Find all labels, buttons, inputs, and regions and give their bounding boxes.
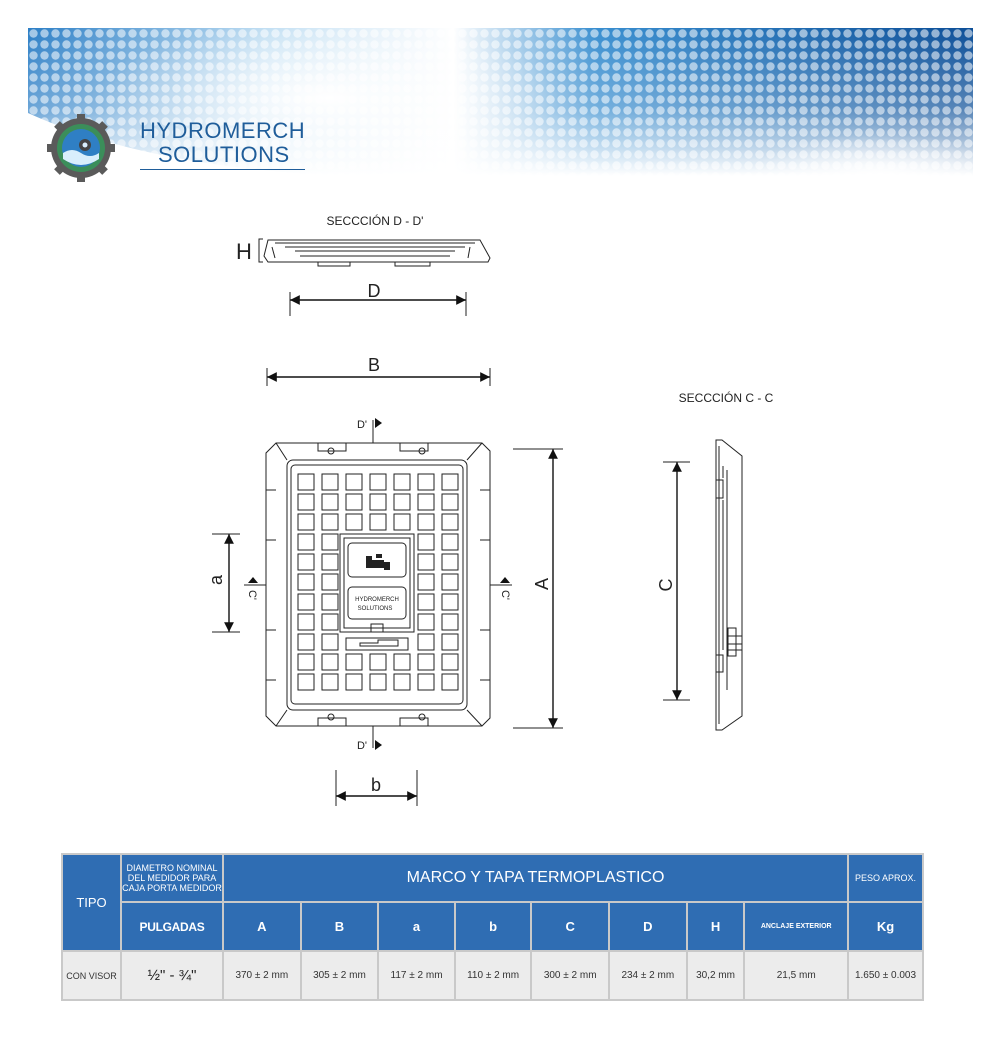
section-dd-title: SECCCIÓN D - D' — [326, 214, 424, 228]
col-D: D — [610, 903, 686, 950]
col-pulgadas: PULGADAS — [122, 903, 222, 950]
dim-B-label: B — [367, 355, 381, 375]
gear-water-drop-icon — [46, 113, 116, 183]
col-A: A — [224, 903, 300, 950]
dim-C-label: C — [656, 578, 676, 592]
cut-D-top: D' — [356, 419, 367, 431]
box-plan-view — [266, 443, 490, 726]
weight-header: PESO APROX. — [849, 855, 922, 901]
col-B: B — [302, 903, 378, 950]
dim-H-bracket — [259, 239, 263, 262]
faucet-icon — [366, 554, 390, 570]
cell-anclaje: 21,5 mm — [745, 952, 847, 999]
section-cc-title: SECCCIÓN C - C — [678, 391, 774, 405]
dim-b-label: b — [370, 775, 382, 795]
col-a: a — [379, 903, 454, 950]
brand-line2: SOLUTIONS — [158, 142, 290, 167]
main-title-header: MARCO Y TAPA TERMOPLASTICO — [224, 855, 847, 901]
cell-D: 234 ± 2 mm — [610, 952, 686, 999]
dim-a-label: a — [206, 574, 226, 586]
technical-drawing — [0, 195, 1000, 835]
diameter-header: DIAMETRO NOMINAL DEL MEDIDOR PARA CAJA PORTA MEDIDOR — [122, 855, 222, 901]
cell-kg: 1.650 ± 0.003 — [849, 952, 922, 999]
lid-grid — [298, 474, 458, 690]
cell-B: 305 ± 2 mm — [302, 952, 378, 999]
cell-C: 300 ± 2 mm — [532, 952, 608, 999]
lid-brand-line1: HYDROMERCH — [355, 597, 399, 603]
cell-a: 117 ± 2 mm — [379, 952, 454, 999]
dim-D-label: D — [367, 281, 381, 301]
brand-line1: HYDROMERCH — [140, 118, 306, 143]
cell-b: 110 ± 2 mm — [456, 952, 531, 999]
cut-C-left: C' — [246, 589, 258, 601]
spec-table — [61, 853, 924, 1001]
col-b: b — [456, 903, 531, 950]
col-kg: Kg — [849, 903, 922, 950]
section-dd-profile — [264, 240, 490, 266]
col-H: H — [688, 903, 744, 950]
cut-C-right: C' — [499, 589, 511, 601]
section-cc-profile — [716, 440, 742, 730]
dim-A-label: A — [532, 577, 552, 591]
cell-tipo: CON VISOR — [63, 952, 120, 999]
cell-A: 370 ± 2 mm — [224, 952, 300, 999]
cell-H: 30,2 mm — [688, 952, 744, 999]
col-C: C — [532, 903, 608, 950]
brand-name — [140, 120, 305, 170]
cut-D-bottom: D' — [356, 740, 367, 752]
lid-brand-line2: SOLUTIONS — [357, 606, 393, 612]
cell-pulgadas: ½" - ¾" — [122, 952, 222, 999]
col-anclaje: ANCLAJE EXTERIOR — [745, 903, 847, 950]
brand-underline — [140, 169, 305, 170]
table-row — [63, 952, 922, 999]
tipo-header: TIPO — [63, 855, 120, 950]
dim-H-label: H — [236, 239, 252, 264]
